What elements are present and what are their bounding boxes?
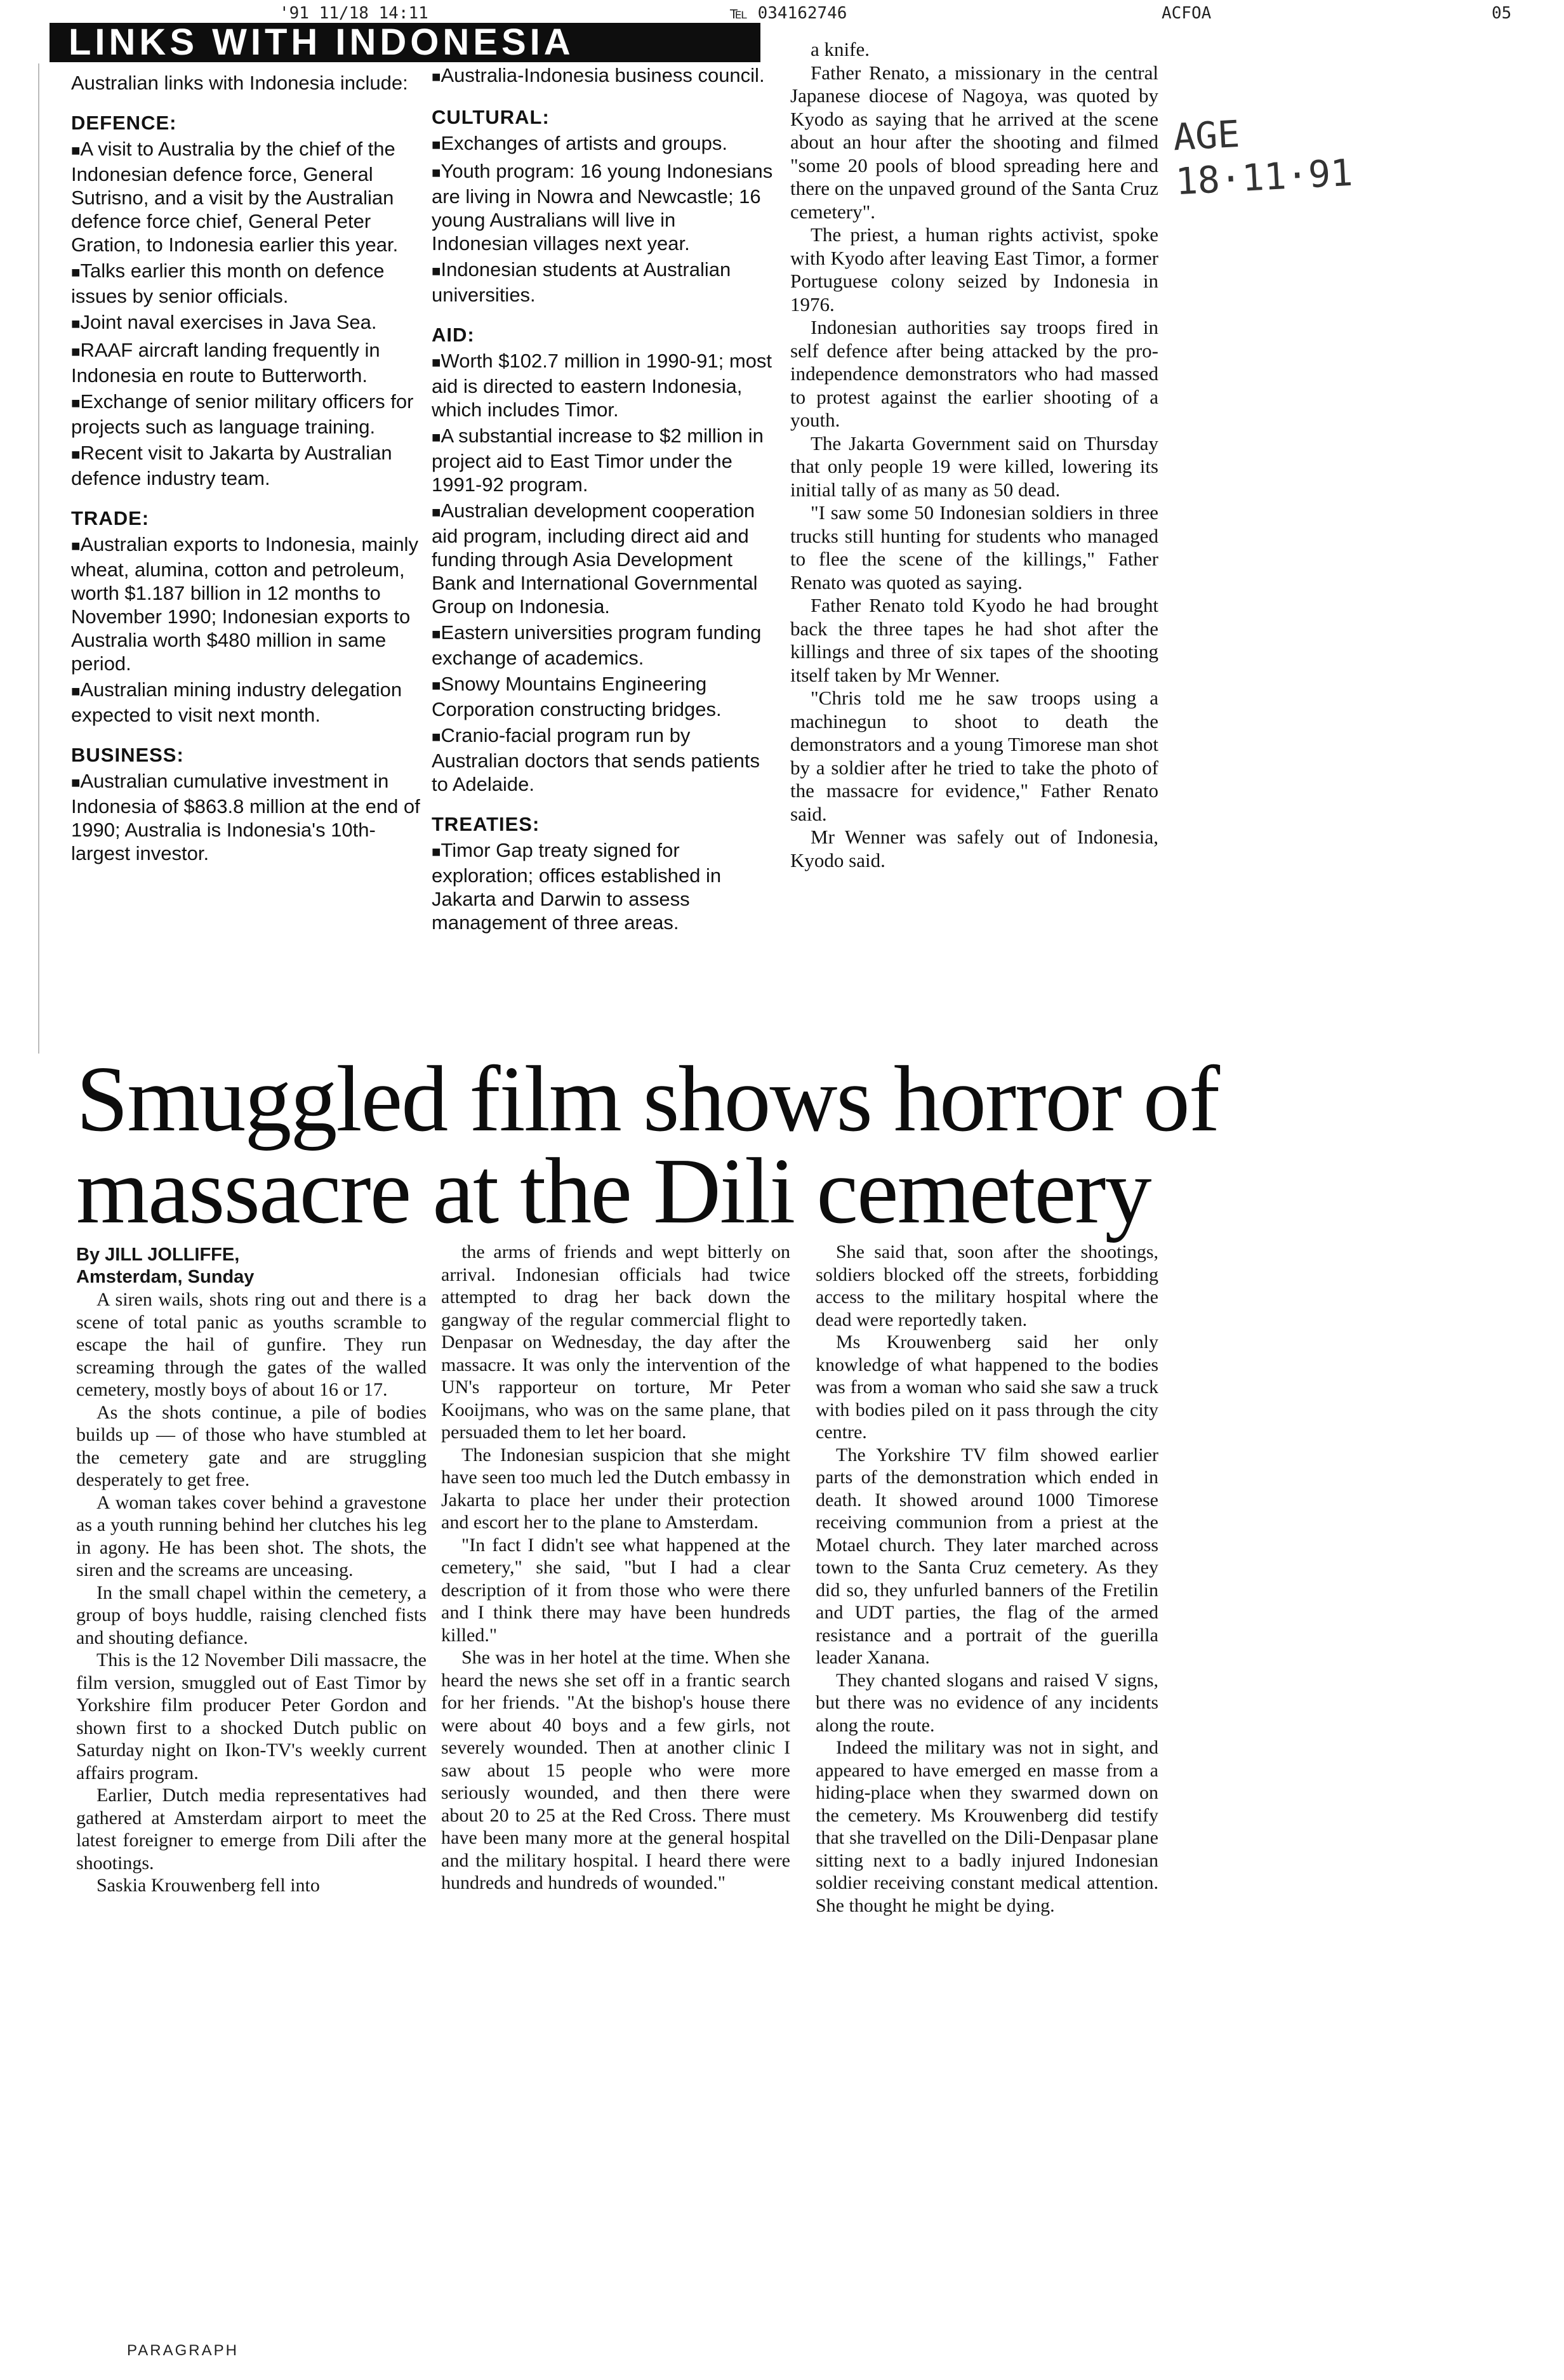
paragraph: Indonesian authorities say troops fired in self defence after being attacked by the pro-independence demonstrators who had massed to protest against the earlier shooting of a youth. xyxy=(790,316,1158,431)
sidebar-column-1 xyxy=(71,71,427,868)
margin-line xyxy=(38,63,39,1054)
list-item: ■ Recent visit to Jakarta by Australian defence industry team. xyxy=(71,441,427,490)
list-item: ■ Joint naval exercises in Java Sea. xyxy=(71,310,427,336)
paragraph: As the shots continue, a pile of bodies builds up — of those who have stumbled at the cemetery gate and are struggling desperately to get free. xyxy=(76,1401,427,1490)
list-item: ■ Australia-Indonesia business council. xyxy=(432,63,774,89)
article-column-2 xyxy=(441,1241,790,1894)
list-item: ■ Australian cumulative investment in Indonesia of $863.8 million at the end of 1990; Australia is Indonesia's 10th-largest investor. xyxy=(71,769,427,865)
paragraph: Father Renato, a missionary in the central Japanese diocese of Nagoya, was quoted by Kyodo as saying that he arrived at the scene about an hour after the shooting and filmed "some 20 pools of blood spreading here and there on the unpaved ground of the Santa Cruz cemetery". xyxy=(790,61,1158,223)
list-item: ■ Australian mining industry delegation expected to visit next month. xyxy=(71,678,427,727)
list-item: ■ Cranio-facial program run by Australian doctors that sends patients to Adelaide. xyxy=(432,724,774,796)
list-item: ■ A visit to Australia by the chief of the Indonesian defence force, General Sutrisno, and a visit by the Australian defence force chief, General Peter Gration, to Indonesia earlier this year. xyxy=(71,137,427,256)
list-item: ■ Youth program: 16 young Indonesians are living in Nowra and Newcastle; 16 young Australians will live in Indonesian villages next year. xyxy=(432,159,774,255)
section-heading: DEFENCE: xyxy=(71,112,177,134)
paragraph: "Chris told me he saw troops using a machinegun to shoot to death the demonstrators and a young Timorese man shot by a soldier after he tried to take the photo of the massacre for evidence," Father Renato said. xyxy=(790,687,1158,825)
list-item: ■ Snowy Mountains Engineering Corporation constructing bridges. xyxy=(432,672,774,721)
paragraph: In the small chapel within the cemetery, a group of boys huddle, raising clenched fists and shouting defiance. xyxy=(76,1582,427,1648)
story-continuation-column xyxy=(790,38,1158,872)
paragraph: A siren wails, shots ring out and there is a scene of total panic as youths scramble to escape the hail of gunfire. They run screaming through the gates of the walled cemetery, mostly boys of about 16 or 17. xyxy=(76,1289,427,1400)
byline-name: By JILL JOLLIFFE, xyxy=(76,1245,240,1265)
paragraph: Father Renato told Kyodo he had brought back the three tapes he had shot after the killings and three of six tapes of the shooting itself taken by Mr Wenner. xyxy=(790,594,1158,686)
list-item: ■ Talks earlier this month on defence issues by senior officials. xyxy=(71,259,427,308)
article-column-1-body xyxy=(76,1288,427,1897)
fax-page-number: 05 xyxy=(1492,4,1512,23)
paragraph: Indeed the military was not in sight, and appeared to have emerged en masse from a hiding-place when they swarmed down on the cemetery. Ms Krouwenberg did testify that she travelled on the Dili-Denpasar plane sitting next to a badly injured Indonesian soldier receiving constant medical attention. She thought he might be dying. xyxy=(816,1737,1158,1916)
section-heading: BUSINESS: xyxy=(71,744,184,766)
paragraph: The Indonesian suspicion that she might have seen too much led the Dutch embassy in Jakarta to place her under their protection and escort her to the plane to Amsterdam. xyxy=(441,1444,790,1533)
section-heading: CULTURAL: xyxy=(432,106,550,128)
paragraph: Earlier, Dutch media representatives had gathered at Amsterdam airport to meet the latest foreigner to emerge from Dili after the shootings. xyxy=(76,1785,427,1874)
paragraph: "I saw some 50 Indonesian soldiers in three trucks still hunting for students who managed to flee the scene of the killings," Father Renato was quoted as saying. xyxy=(790,501,1158,593)
headline xyxy=(76,1047,1219,1243)
paragraph: The priest, a human rights activist, spoke with Kyodo after leaving East Timor, a former Portuguese colony seized by Indonesia in 1976. xyxy=(790,223,1158,315)
headline-line-1: Smuggled film shows horror of xyxy=(76,1047,1219,1151)
list-item: ■ Indonesian students at Australian universities. xyxy=(432,258,774,307)
list-item: ■ A substantial increase to $2 million in project aid to East Timor under the 1991-92 program. xyxy=(432,424,774,496)
paragraph: This is the 12 November Dili massacre, the film version, smuggled out of East Timor by Yorkshire film producer Peter Gordon and shown first to a shocked Dutch public on Saturday night on Ikon-TV's weekly current affairs program. xyxy=(76,1649,427,1783)
article-column-1 xyxy=(76,1244,427,1897)
fax-timestamp: '91 11/18 14:11 xyxy=(279,4,428,23)
list-item: ■ Exchange of senior military officers for projects such as language training. xyxy=(71,390,427,439)
fax-header xyxy=(0,0,1564,25)
list-item: ■ Australian exports to Indonesia, mainly wheat, alumina, cotton and petroleum, worth $1.187 billion in 12 months to November 1990; Indonesian exports to Australia worth $480 million in same period. xyxy=(71,532,427,675)
paragraph: A woman takes cover behind a gravestone as a youth running behind her clutches his leg in agony. He has been shot. The shots, the siren and the screams are unceasing. xyxy=(76,1491,427,1580)
paragraph: They chanted slogans and raised V signs, but there was no evidence of any incidents along the route. xyxy=(816,1669,1158,1736)
list-item: ■ Eastern universities program funding exchange of academics. xyxy=(432,621,774,670)
section-heading: TRADE: xyxy=(71,507,150,529)
handwritten-note xyxy=(1172,107,1354,204)
fax-number: ℡ 034162746 xyxy=(730,4,847,23)
footer-label: PARAGRAPH xyxy=(127,2342,239,2359)
article-column-3 xyxy=(816,1241,1158,1917)
paragraph: Saskia Krouwenberg fell into xyxy=(96,1875,320,1896)
list-item: ■ Timor Gap treaty signed for exploration; offices established in Jakarta and Darwin to assess management of three areas. xyxy=(432,838,774,934)
paragraph: the arms of friends and wept bitterly on arrival. Indonesian officials had twice attempted to drag her back down the gangway of the regular commercial flight to Denpasar on Wednesday, the day after the massacre. It was only the intervention of the UN's rapporteur on torture, Mr Peter Kooijmans, who was on the same plane, that persuaded them to let her board. xyxy=(441,1241,790,1443)
paragraph: The Jakarta Government said on Thursday that only people 19 were killed, lowering its initial tally of as many as 50 dead. xyxy=(790,432,1158,501)
paragraph: Mr Wenner was safely out of Indonesia, Kyodo said. xyxy=(790,826,1158,871)
paragraph: a knife. xyxy=(811,38,870,60)
paragraph: The Yorkshire TV film showed earlier parts of the demonstration which ended in death. It showed around 1000 Timorese receiving communion from a priest at the Motael church. They later marched across town to the Santa Cruz cemetery. As they did so, they unfurled banners of the Fretilin and UDT parties, the flag of the armed resistance and a portrait of the guerilla leader Xanana. xyxy=(816,1444,1158,1668)
paragraph: She was in her hotel at the time. When she heard the news she set off in a frantic search for her friends. "At the bishop's house there were about 40 boys and a few girls, not severely wounded. Then at another clinic I saw about 15 people who were more seriously wounded, and then there were about 20 to 25 at the Red Cross. There must have been many more at the general hospital and the military hospital. I heard there were hundreds and hundreds of wounded." xyxy=(441,1647,790,1893)
list-item: ■ Worth $102.7 million in 1990-91; most aid is directed to eastern Indonesia, which includes Timor. xyxy=(432,349,774,421)
paragraph: She said that, soon after the shootings, soldiers blocked off the streets, forbidding access to the military hospital where the dead were reportedly taken. xyxy=(816,1241,1158,1330)
sidebar-column-2 xyxy=(432,63,774,937)
list-item: ■ Exchanges of artists and groups. xyxy=(432,131,774,157)
paragraph: Ms Krouwenberg said her only knowledge of what happened to the bodies was from a woman who said she saw a truck with bodies piled on it pass through the city centre. xyxy=(816,1332,1158,1443)
handwritten-date: 18·11·91 xyxy=(1174,150,1354,203)
paragraph: "In fact I didn't see what happened at the cemetery," she said, "but I had a clear description of it from those who were there and I think there may have been hundreds killed." xyxy=(441,1534,790,1646)
handwritten-source: AGE xyxy=(1172,112,1241,159)
headline-line-2: massacre at the Dili cemetery xyxy=(76,1139,1151,1243)
sidebar-title: LINKS WITH INDONESIA xyxy=(50,23,760,62)
list-item: ■ RAAF aircraft landing frequently in Indonesia en route to Butterworth. xyxy=(71,338,427,387)
fax-sender: ACFOA xyxy=(1162,4,1212,23)
section-heading: AID: xyxy=(432,324,475,346)
intro-text: Australian links with Indonesia include: xyxy=(71,72,408,94)
section-heading: TREATIES: xyxy=(432,813,540,835)
list-item: ■ Australian development cooperation aid program, including direct aid and funding through Asia Development Bank and International Governmental Group on Indonesia. xyxy=(432,499,774,618)
byline-place: Amsterdam, Sunday xyxy=(76,1267,255,1287)
